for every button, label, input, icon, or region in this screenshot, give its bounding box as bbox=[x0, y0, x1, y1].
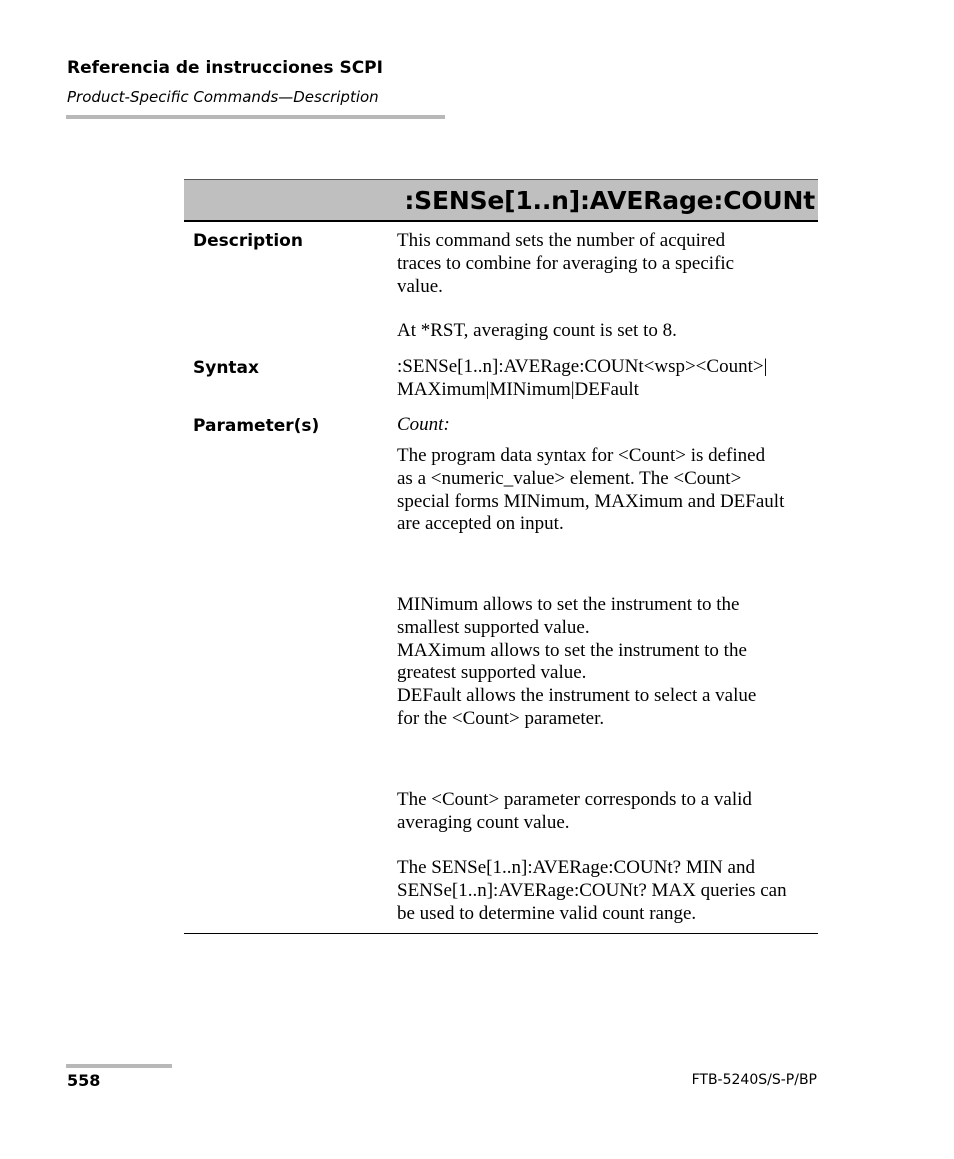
text-line: The program data syntax for <Count> is defined bbox=[397, 445, 766, 466]
description-paragraph-2 bbox=[397, 320, 817, 343]
text-line: averaging count value. bbox=[397, 811, 570, 833]
parameter-name bbox=[397, 414, 817, 437]
section-subtitle: Product-Specific Commands—Description bbox=[67, 88, 379, 106]
text-line: The SENSe[1..n]:AVERage:COUNt? MIN and bbox=[397, 857, 755, 878]
header-rule bbox=[66, 115, 445, 119]
chapter-title: Referencia de instrucciones SCPI bbox=[67, 58, 383, 78]
text-line: DEFault allows the instrument to select a value bbox=[397, 685, 757, 707]
text-line: be used to determine valid count range. bbox=[397, 902, 697, 924]
text-line: value. bbox=[397, 275, 443, 297]
text-line: Count: bbox=[397, 414, 450, 435]
product-name: FTB-5240S/S-P/BP bbox=[691, 1072, 817, 1088]
text-line: greatest supported value. bbox=[397, 662, 587, 684]
description-label: Description bbox=[193, 231, 303, 251]
text-line: for the <Count> parameter. bbox=[397, 707, 605, 729]
parameter-paragraph-1 bbox=[397, 445, 817, 536]
text-line: MINimum allows to set the instrument to the bbox=[397, 594, 740, 615]
parameter-paragraph-2 bbox=[397, 594, 817, 731]
parameters-label: Parameter(s) bbox=[193, 416, 320, 436]
command-title-bar bbox=[184, 179, 818, 222]
text-line: At *RST, averaging count is set to 8. bbox=[397, 320, 677, 341]
text-line: This command sets the number of acquired bbox=[397, 230, 726, 251]
text-line: SENSe[1..n]:AVERage:COUNt? MAX queries can bbox=[397, 879, 787, 901]
parameter-paragraph-3 bbox=[397, 789, 817, 835]
text-line: MAXimum|MINimum|DEFault bbox=[397, 378, 639, 400]
syntax-label: Syntax bbox=[193, 358, 259, 378]
parameter-paragraph-4 bbox=[397, 857, 817, 925]
text-line: :SENSe[1..n]:AVERage:COUNt<wsp><Count>| bbox=[397, 356, 768, 377]
text-line: special forms MINimum, MAXimum and DEFault bbox=[397, 490, 785, 512]
command-title: :SENSe[1..n]:AVERage:COUNt bbox=[404, 186, 815, 215]
text-line: are accepted on input. bbox=[397, 513, 564, 535]
footer-rule bbox=[66, 1064, 172, 1068]
text-line: smallest supported value. bbox=[397, 616, 590, 638]
text-line: The <Count> parameter corresponds to a valid bbox=[397, 789, 752, 810]
page-number: 558 bbox=[67, 1071, 101, 1090]
text-line: MAXimum allows to set the instrument to the bbox=[397, 639, 747, 661]
text-line: as a <numeric_value> element. The <Count> bbox=[397, 467, 742, 489]
description-paragraph-1 bbox=[397, 230, 817, 298]
text-line: traces to combine for averaging to a specific bbox=[397, 252, 735, 274]
table-bottom-rule bbox=[184, 933, 818, 934]
syntax-text bbox=[397, 356, 817, 402]
